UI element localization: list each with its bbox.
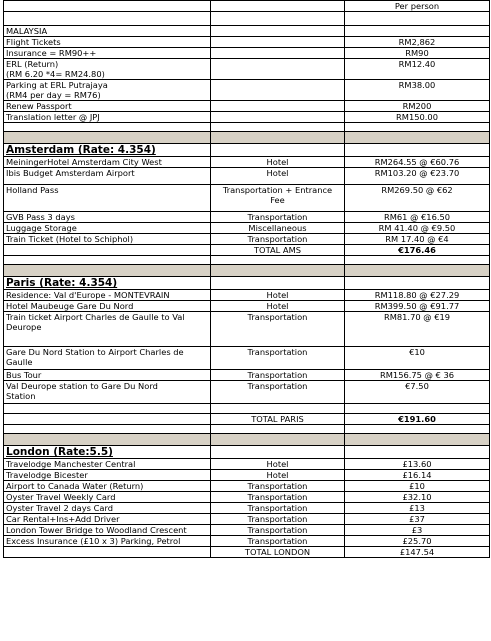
item-cost: RM399.50 @ €91.77 xyxy=(345,301,490,312)
table-row xyxy=(4,212,490,223)
section-title: MALAYSIA xyxy=(4,26,211,37)
item-cost: RM38.00 xyxy=(345,80,490,101)
item-cost: €7.50 xyxy=(345,381,490,404)
item-cost: £37 xyxy=(345,514,490,525)
section-divider xyxy=(4,265,490,277)
item-cost: RM 17.40 @ €4 xyxy=(345,234,490,245)
item-name: Flight Tickets xyxy=(4,37,211,48)
item-name: Excess Insurance (£10 x 3) Parking, Petrol xyxy=(4,536,211,547)
item-category: Transportation xyxy=(211,525,345,536)
item-name: Luggage Storage xyxy=(4,223,211,234)
section-title-london xyxy=(4,446,490,459)
table-row xyxy=(4,234,490,245)
item-line: Train ticket Airport Charles de Gaulle to Val xyxy=(6,312,185,322)
item-name: Travelodge Manchester Central xyxy=(4,459,211,470)
item-name: Translation letter @ JPJ xyxy=(4,112,211,123)
table-row xyxy=(4,157,490,168)
item-cost: RM269.50 @ €62 xyxy=(345,185,490,212)
item-category: Hotel xyxy=(211,459,345,470)
table-row xyxy=(4,290,490,301)
table-row xyxy=(4,80,490,101)
section-title: Paris (Rate: 4.354) xyxy=(4,277,211,290)
total-value: €176.46 xyxy=(345,245,490,256)
item-cost: RM103.20 @ €23.70 xyxy=(345,168,490,185)
total-value: €191.60 xyxy=(345,414,490,425)
table-row xyxy=(4,48,490,59)
item-category: Hotel xyxy=(211,157,345,168)
total-value: £147.54 xyxy=(345,547,490,558)
table-row xyxy=(4,185,490,212)
item-name: Oyster Travel 2 days Card xyxy=(4,503,211,514)
item-name: Residence: Val d'Europe - MONTEVRAIN xyxy=(4,290,211,301)
table-row xyxy=(4,59,490,80)
total-label: TOTAL AMS xyxy=(211,245,345,256)
table-row xyxy=(4,347,490,370)
total-row xyxy=(4,547,490,558)
item-cost: €10 xyxy=(345,347,490,370)
item-line: Parking at ERL Putrajaya xyxy=(6,80,108,90)
table-row xyxy=(4,481,490,492)
item-cost: £32.10 xyxy=(345,492,490,503)
item-name: Ibis Budget Amsterdam Airport xyxy=(4,168,211,185)
table-row xyxy=(4,223,490,234)
item-name xyxy=(4,312,211,347)
table-row xyxy=(4,514,490,525)
item-name: Hotel Maubeuge Gare Du Nord xyxy=(4,301,211,312)
table-row xyxy=(4,168,490,185)
item-line: ERL (Return) xyxy=(6,59,59,69)
table-row xyxy=(4,525,490,536)
item-name: Bus Tour xyxy=(4,370,211,381)
total-row xyxy=(4,245,490,256)
item-name: Car Rental+Ins+Add Driver xyxy=(4,514,211,525)
item-category: Hotel xyxy=(211,470,345,481)
spacer-row xyxy=(4,404,490,414)
item-name: Oyster Travel Weekly Card xyxy=(4,492,211,503)
table-row xyxy=(4,301,490,312)
item-cost: £3 xyxy=(345,525,490,536)
item-name: Train Ticket (Hotel to Schiphol) xyxy=(4,234,211,245)
budget-table xyxy=(3,0,490,558)
item-category xyxy=(211,185,345,212)
item-line: Gare Du Nord Station to Airport Charles de xyxy=(6,347,184,357)
header-row xyxy=(4,1,490,12)
item-cost: £13 xyxy=(345,503,490,514)
item-line: Station xyxy=(6,391,36,401)
item-cost: RM12.40 xyxy=(345,59,490,80)
item-category: Hotel xyxy=(211,290,345,301)
section-title: Amsterdam (Rate: 4.354) xyxy=(4,144,211,157)
item-cost: RM150.00 xyxy=(345,112,490,123)
spacer-row xyxy=(4,123,490,132)
item-category: Transportation xyxy=(211,503,345,514)
table-row xyxy=(4,492,490,503)
item-category: Transportation xyxy=(211,370,345,381)
item-name xyxy=(4,59,211,80)
item-name: Holland Pass xyxy=(4,185,211,212)
table-row xyxy=(4,37,490,48)
spacer-row xyxy=(4,256,490,265)
item-category: Transportation xyxy=(211,212,345,223)
item-category: Miscellaneous xyxy=(211,223,345,234)
item-cost: £13.60 xyxy=(345,459,490,470)
table-row xyxy=(4,112,490,123)
category-line: Fee xyxy=(270,195,285,205)
per-person-header: Per person xyxy=(345,1,490,12)
item-cost: RM90 xyxy=(345,48,490,59)
section-title: London (Rate:5.5) xyxy=(4,446,211,459)
item-name xyxy=(4,381,211,404)
table-row xyxy=(4,503,490,514)
item-category: Transportation xyxy=(211,312,345,347)
item-name xyxy=(4,80,211,101)
item-cost: RM200 xyxy=(345,101,490,112)
item-name: London Tower Bridge to Woodland Crescent xyxy=(4,525,211,536)
item-name: Travelodge Bicester xyxy=(4,470,211,481)
item-category: Transportation xyxy=(211,381,345,404)
item-category: Transportation xyxy=(211,481,345,492)
item-cost: RM 41.40 @ €9.50 xyxy=(345,223,490,234)
table-row xyxy=(4,370,490,381)
category-line: Transportation + Entrance xyxy=(222,185,333,195)
item-line: (RM4 per day = RM76) xyxy=(6,90,101,100)
item-name xyxy=(4,347,211,370)
item-cost: £16.14 xyxy=(345,470,490,481)
item-category: Transportation xyxy=(211,536,345,547)
item-category: Hotel xyxy=(211,301,345,312)
table-row xyxy=(4,536,490,547)
item-cost: RM264.55 @ €60.76 xyxy=(345,157,490,168)
item-name: Airport to Canada Water (Return) xyxy=(4,481,211,492)
item-name: Insurance = RM90++ xyxy=(4,48,211,59)
item-category: Transportation xyxy=(211,234,345,245)
total-row xyxy=(4,414,490,425)
spacer-row xyxy=(4,12,490,26)
section-divider xyxy=(4,132,490,144)
item-cost: RM156.75 @ € 36 xyxy=(345,370,490,381)
section-divider xyxy=(4,434,490,446)
item-name: GVB Pass 3 days xyxy=(4,212,211,223)
item-line: Val Deurope station to Gare Du Nord xyxy=(6,381,158,391)
section-title-malaysia xyxy=(4,26,490,37)
item-name: MeiningerHotel Amsterdam City West xyxy=(4,157,211,168)
item-cost: RM118.80 @ €27.29 xyxy=(345,290,490,301)
item-line: (RM 6.20 *4= RM24.80) xyxy=(6,69,105,79)
section-title-amsterdam xyxy=(4,144,490,157)
item-cost: RM61 @ €16.50 xyxy=(345,212,490,223)
item-category: Hotel xyxy=(211,168,345,185)
item-category: Transportation xyxy=(211,347,345,370)
item-cost: £10 xyxy=(345,481,490,492)
section-title-paris xyxy=(4,277,490,290)
item-name: Renew Passport xyxy=(4,101,211,112)
table-row xyxy=(4,312,490,347)
item-cost: £25.70 xyxy=(345,536,490,547)
item-category: Transportation xyxy=(211,492,345,503)
spacer-row xyxy=(4,425,490,434)
item-category: Transportation xyxy=(211,514,345,525)
total-label: TOTAL LONDON xyxy=(211,547,345,558)
item-cost: RM81.70 @ €19 xyxy=(345,312,490,347)
table-row xyxy=(4,470,490,481)
item-cost: RM2,862 xyxy=(345,37,490,48)
item-line: Deurope xyxy=(6,322,42,332)
table-row xyxy=(4,381,490,404)
table-row xyxy=(4,459,490,470)
item-line: Gaulle xyxy=(6,357,33,367)
total-label: TOTAL PARIS xyxy=(211,414,345,425)
table-row xyxy=(4,101,490,112)
